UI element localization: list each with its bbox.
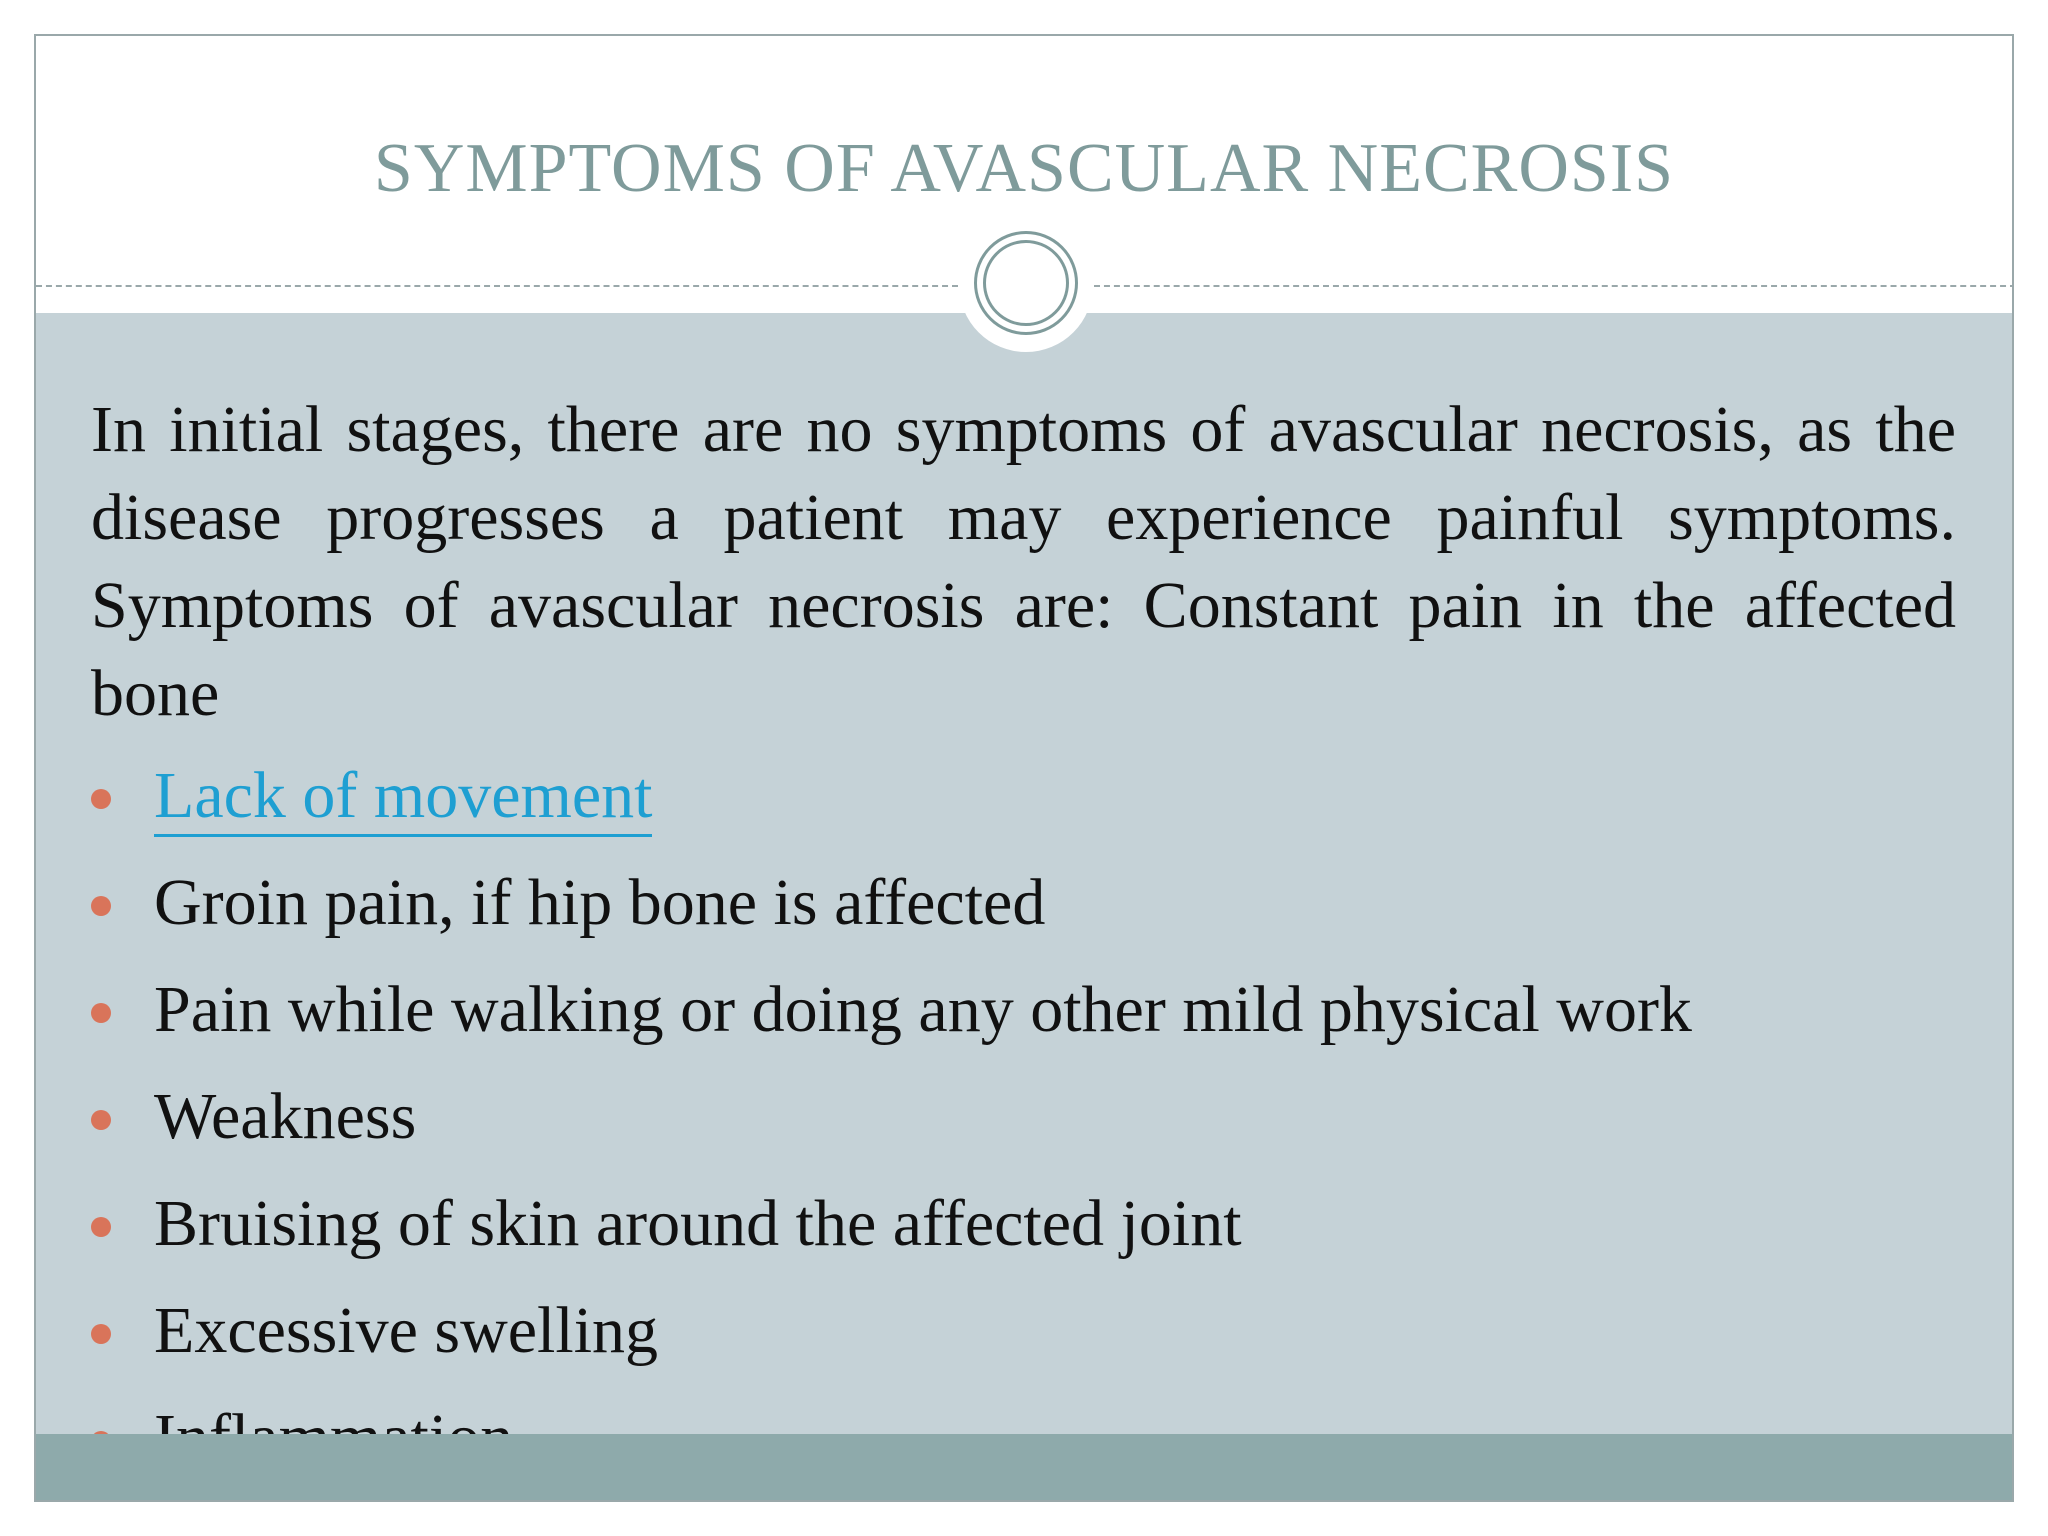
intro-paragraph: In initial stages, there are no symptoms of avascular necrosis, as the disease progresses a patient may experience painful symptoms. Symptoms of avascular necrosis are: Constant pain in the affected bone	[91, 393, 1956, 730]
bullet-dot-icon	[91, 1217, 111, 1237]
list-item-label: Bruising of skin around the affected joint	[154, 1187, 1242, 1260]
list-item-label: Pain while walking or doing any other mild physical work	[154, 973, 1692, 1046]
list-item-label: Excessive swelling	[154, 1294, 659, 1367]
lack-of-movement-link[interactable]: Lack of movement	[154, 759, 652, 837]
list-item	[91, 858, 1971, 965]
list-item-label: Weakness	[154, 1080, 417, 1153]
list-item	[91, 1072, 1971, 1179]
bullet-dot-icon	[91, 1324, 111, 1344]
slide-title: SYMPTOMS OF AVASCULAR NECROSIS	[373, 130, 1675, 207]
title-divider-right	[1094, 285, 2014, 287]
list-item-label: Groin pain, if hip bone is affected	[154, 866, 1046, 939]
bullet-dot-icon	[91, 1003, 111, 1023]
list-item	[91, 965, 1971, 1072]
symptom-list	[91, 751, 1971, 1500]
list-item	[91, 751, 1971, 858]
slide	[34, 34, 2014, 1502]
bullet-dot-icon	[91, 896, 111, 916]
bullet-dot-icon	[91, 789, 111, 809]
bullet-dot-icon	[91, 1110, 111, 1130]
title-divider-left	[36, 285, 958, 287]
footer-bar	[36, 1434, 2012, 1502]
list-item	[91, 1286, 1971, 1393]
list-item	[91, 1179, 1971, 1286]
circle-emblem-inner-ring	[983, 240, 1069, 326]
